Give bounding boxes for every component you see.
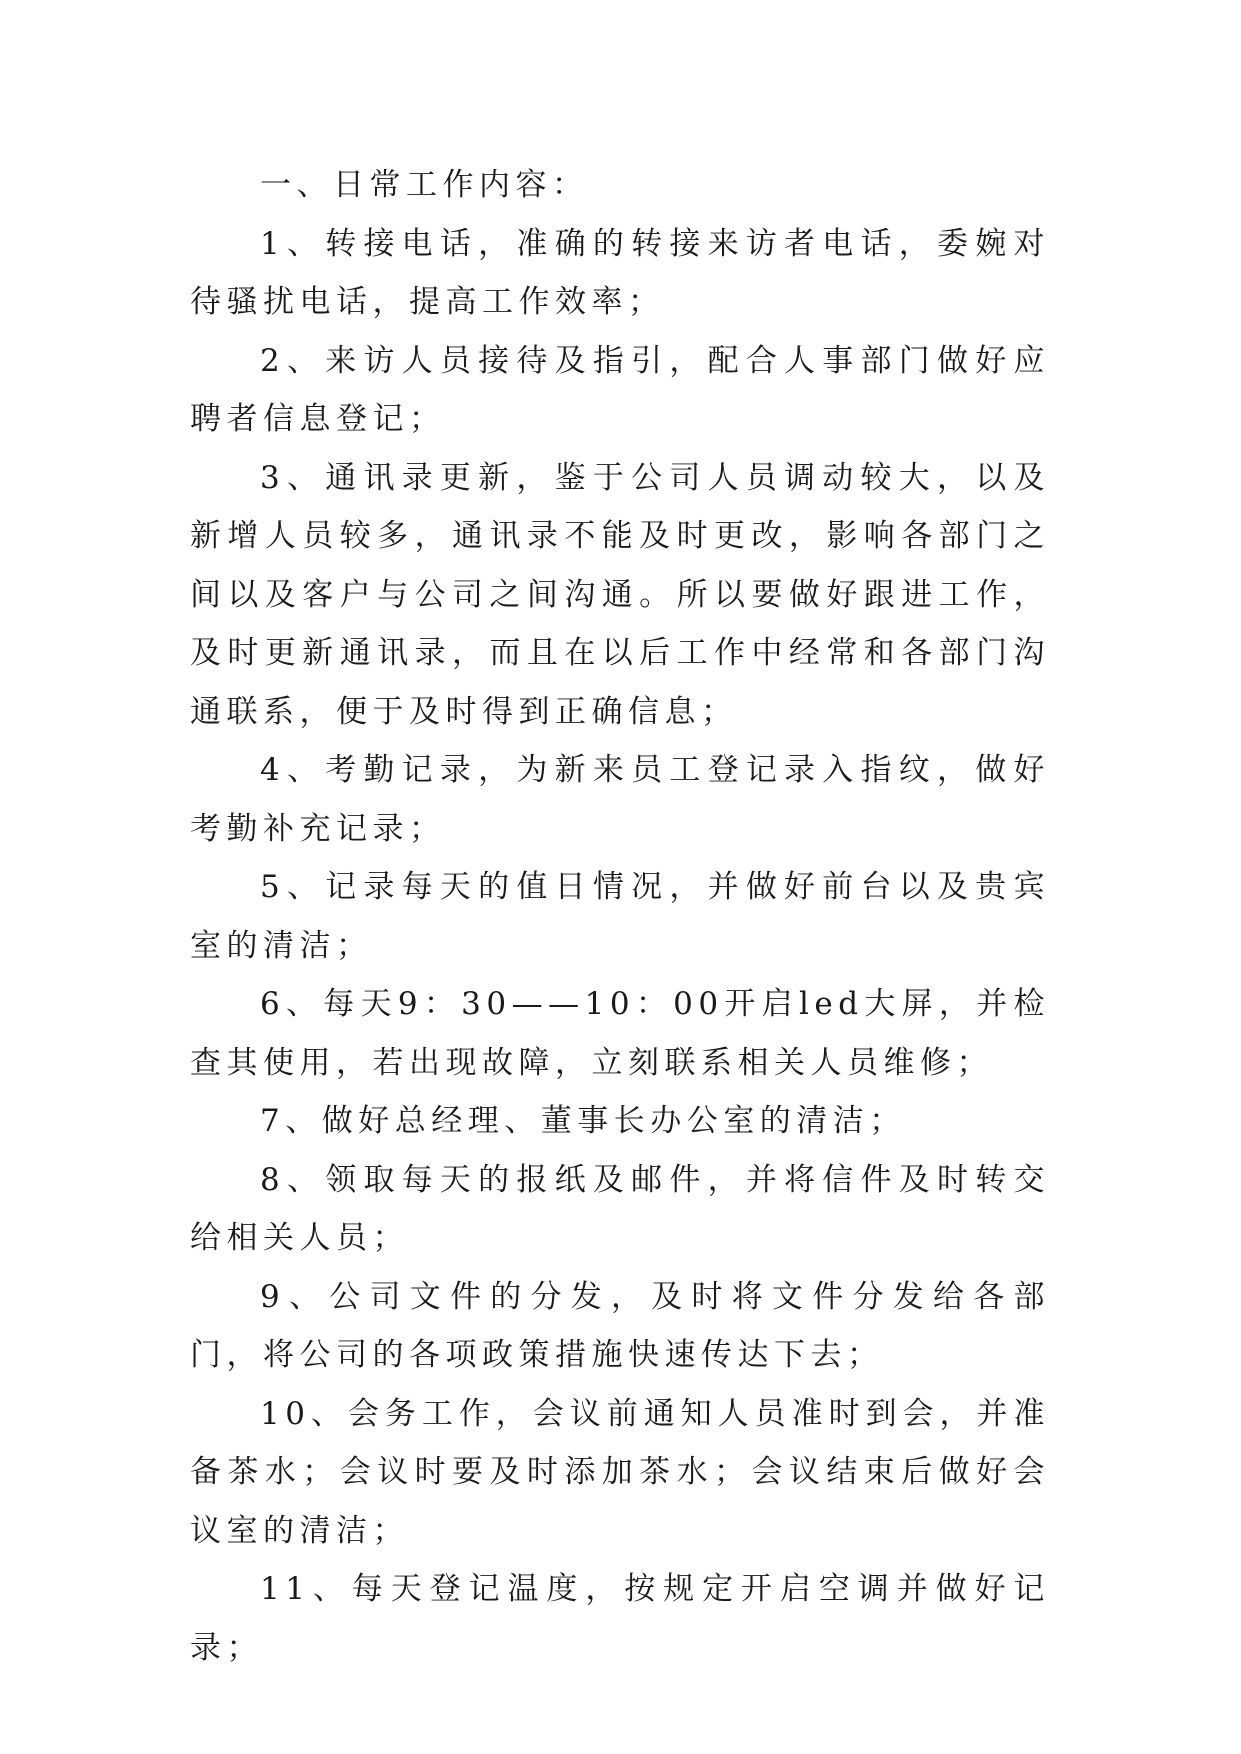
- list-item-8: 8、领取每天的报纸及邮件，并将信件及时转交给相关人员；: [190, 1161, 1050, 1256]
- section-heading: 一、日常工作内容：: [260, 167, 589, 203]
- list-item-7: 7、做好总经理、董事长办公室的清洁；: [260, 1103, 906, 1139]
- list-item-1: 1、转接电话，准确的转接来访者电话，委婉对待骚扰电话，提高工作效率；: [190, 225, 1050, 320]
- list-item-4: 4、考勤记录，为新来员工登记录入指纹，做好考勤补充记录；: [190, 752, 1050, 847]
- list-item-2: 2、来访人员接待及指引，配合人事部门做好应聘者信息登记；: [190, 342, 1050, 437]
- list-item-11: 11、每天登记温度，按规定开启空调并做好记录；: [190, 1571, 1050, 1666]
- list-item-5: 5、记录每天的值日情况，并做好前台以及贵宾室的清洁；: [190, 869, 1050, 964]
- list-item-10: 10、会务工作，会议前通知人员准时到会，并准备茶水；会议时要及时添加茶水；会议结束后做好会议室的清洁；: [190, 1395, 1050, 1549]
- list-item-9: 9、公司文件的分发，及时将文件分发给各部门，将公司的各项政策措施快速传达下去；: [190, 1278, 1050, 1373]
- list-item-3: 3、通讯录更新，鉴于公司人员调动较大，以及新增人员较多，通讯录不能及时更改，影响各部门之间以及客户与公司之间沟通。所以要做好跟进工作，及时更新通讯录，而且在以后工作中经常和各部门沟通联系，便于及时得到正确信息；: [190, 459, 1050, 730]
- list-item-6: 6、每天9：30——10：00开启led大屏，并检查其使用，若出现故障，立刻联系相关人员维修；: [190, 986, 1050, 1081]
- document-body: [190, 156, 1050, 1677]
